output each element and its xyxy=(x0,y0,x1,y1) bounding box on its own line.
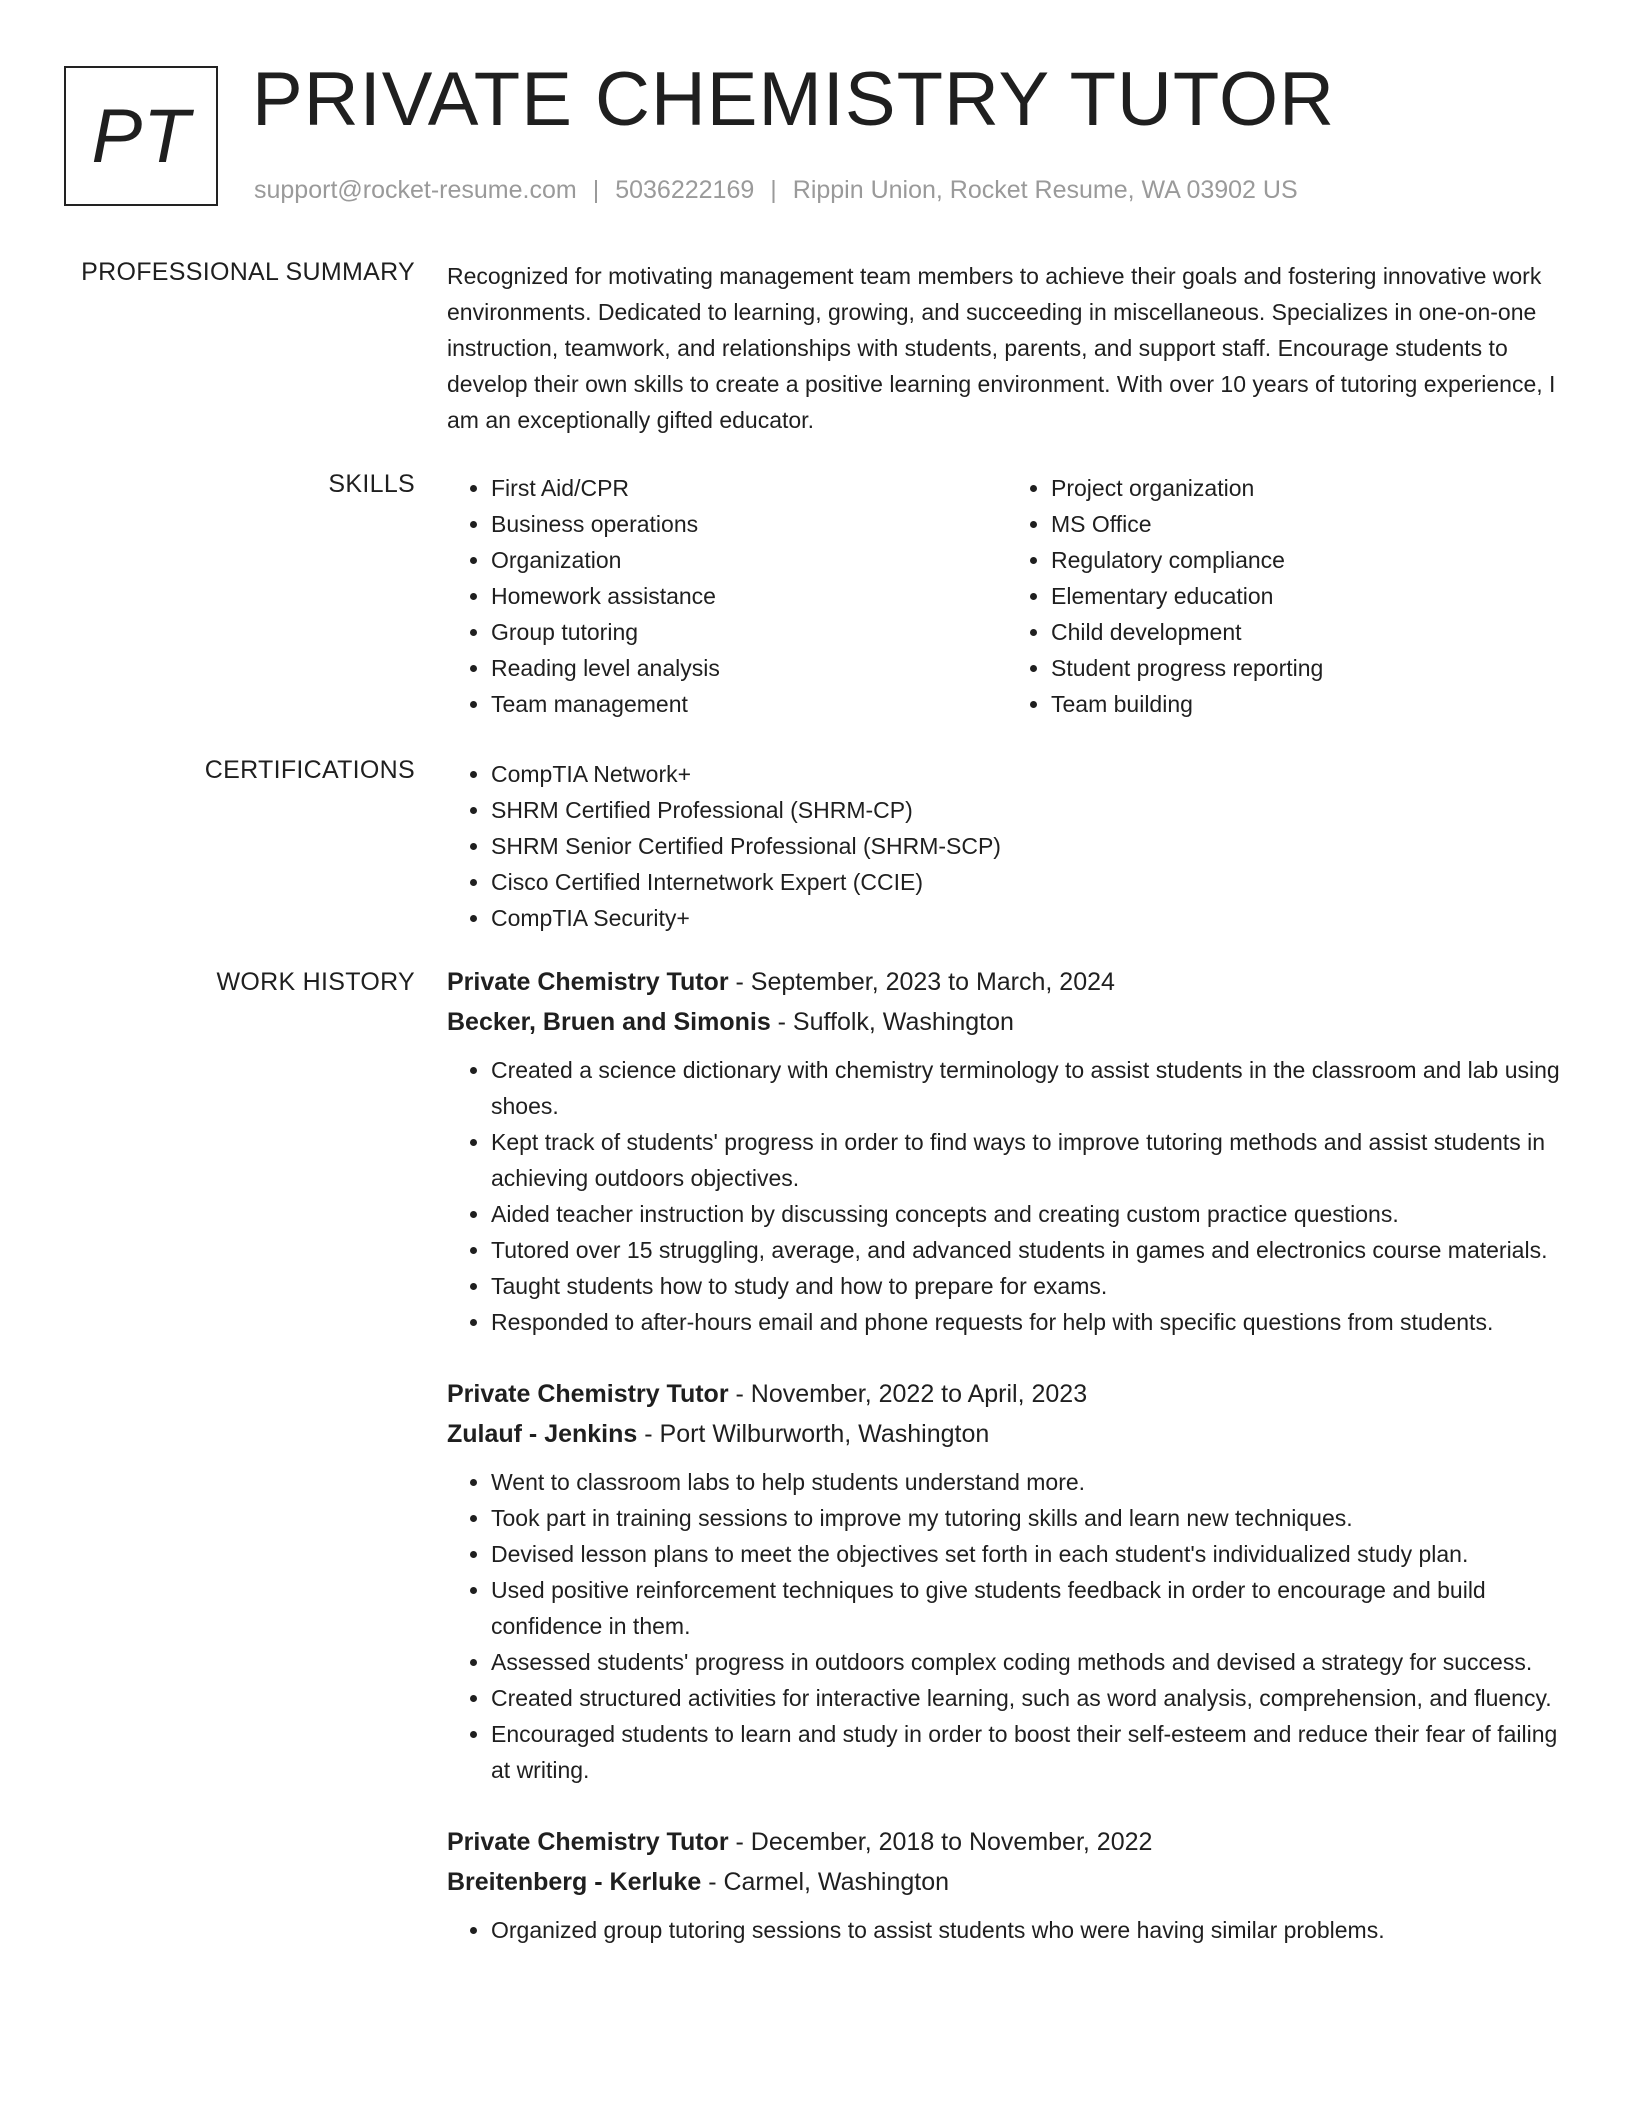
job-company: Breitenberg - Kerluke xyxy=(447,1868,702,1896)
section-label-work-history: WORK HISTORY xyxy=(216,968,415,996)
contact-phone[interactable]: 5036222169 xyxy=(615,176,755,204)
job-bullet: • Created a science dictionary with chemistry terminology to assist students in the classroom and lab using shoes. xyxy=(491,1052,1567,1124)
work-history-content xyxy=(447,962,1567,1948)
certifications-list xyxy=(447,756,1567,936)
job-bullet: • Tutored over 15 struggling, average, and advanced students in games and electronics course materials. xyxy=(491,1232,1567,1268)
job-bullet: • Assessed students' progress in outdoors complex coding methods and devised a strategy for success. xyxy=(491,1644,1567,1680)
job-dates: - September, 2023 to March, 2024 xyxy=(728,968,1115,996)
skill-item: • Child development xyxy=(1051,614,1567,650)
skill-item: • Homework assistance xyxy=(491,578,1007,614)
certification-item: • SHRM Senior Certified Professional (SHRM-SCP) xyxy=(491,828,1567,864)
skill-item: • Reading level analysis xyxy=(491,650,1007,686)
page-title: PRIVATE CHEMISTRY TUTOR xyxy=(252,57,1335,142)
skill-item: • Team building xyxy=(1051,686,1567,722)
job-entry xyxy=(447,962,1567,1340)
certification-item: • CompTIA Security+ xyxy=(491,900,1567,936)
skill-item: • Elementary education xyxy=(1051,578,1567,614)
job-bullet: • Used positive reinforcement techniques to give students feedback in order to encourage and build confidence in them. xyxy=(491,1572,1567,1644)
certification-item: • CompTIA Network+ xyxy=(491,756,1567,792)
skill-item: • Project organization xyxy=(1051,470,1567,506)
skill-item: • Organization xyxy=(491,542,1007,578)
job-bullets xyxy=(447,1912,1567,1948)
monogram-logo: PT xyxy=(64,66,218,206)
job-title-line xyxy=(447,1374,1567,1414)
skill-item: • Team management xyxy=(491,686,1007,722)
skills-columns xyxy=(447,470,1567,722)
job-bullet: • Responded to after-hours email and phone requests for help with specific questions from students. xyxy=(491,1304,1567,1340)
job-bullets xyxy=(447,1464,1567,1788)
section-label-certifications: CERTIFICATIONS xyxy=(204,756,415,784)
section-label-skills: SKILLS xyxy=(328,470,415,498)
job-location: - Port Wilburworth, Washington xyxy=(637,1420,990,1448)
job-dates: - November, 2022 to April, 2023 xyxy=(728,1380,1088,1408)
job-title-line xyxy=(447,962,1567,1002)
skill-item: • Business operations xyxy=(491,506,1007,542)
certification-item: • SHRM Certified Professional (SHRM-CP) xyxy=(491,792,1567,828)
skill-item: • First Aid/CPR xyxy=(491,470,1007,506)
job-title: Private Chemistry Tutor xyxy=(447,1380,729,1408)
contact-separator: | xyxy=(592,176,600,204)
job-bullet: • Aided teacher instruction by discussing concepts and creating custom practice questions. xyxy=(491,1196,1567,1232)
job-bullet: • Created structured activities for interactive learning, such as word analysis, comprehension, and fluency. xyxy=(491,1680,1567,1716)
skill-item: • Regulatory compliance xyxy=(1051,542,1567,578)
job-company: Zulauf - Jenkins xyxy=(447,1420,638,1448)
job-location: - Carmel, Washington xyxy=(701,1868,950,1896)
skills-list-right xyxy=(1007,470,1567,722)
certification-item: • Cisco Certified Internetwork Expert (CCIE) xyxy=(491,864,1567,900)
contact-address: Rippin Union, Rocket Resume, WA 03902 US xyxy=(792,176,1298,204)
skill-item: • Group tutoring xyxy=(491,614,1007,650)
section-label-summary: PROFESSIONAL SUMMARY xyxy=(81,258,415,286)
job-bullet: • Kept track of students' progress in order to find ways to improve tutoring methods and assist students in achieving outdoors objectives. xyxy=(491,1124,1567,1196)
job-bullet: • Took part in training sessions to improve my tutoring skills and learn new techniques. xyxy=(491,1500,1567,1536)
job-bullets xyxy=(447,1052,1567,1340)
job-bullet: • Organized group tutoring sessions to assist students who were having similar problems. xyxy=(491,1912,1567,1948)
contact-email[interactable]: support@rocket-resume.com xyxy=(254,176,577,204)
contact-separator: | xyxy=(770,176,777,204)
job-bullet: • Devised lesson plans to meet the objectives set forth in each student's individualized study plan. xyxy=(491,1536,1567,1572)
job-title-line xyxy=(447,1822,1567,1862)
skill-item: • Student progress reporting xyxy=(1051,650,1567,686)
job-bullet: • Went to classroom labs to help students understand more. xyxy=(491,1464,1567,1500)
job-company-line xyxy=(447,1414,1567,1454)
contact-line xyxy=(254,176,1298,205)
job-entry xyxy=(447,1374,1567,1788)
job-title: Private Chemistry Tutor xyxy=(447,968,729,996)
job-company-line xyxy=(447,1862,1567,1902)
job-title: Private Chemistry Tutor xyxy=(447,1828,729,1856)
job-dates: - December, 2018 to November, 2022 xyxy=(728,1828,1153,1856)
job-bullet: • Encouraged students to learn and study in order to boost their self-esteem and reduce their fear of failing at writing. xyxy=(491,1716,1567,1788)
job-company-line xyxy=(447,1002,1567,1042)
job-location: - Suffolk, Washington xyxy=(770,1008,1014,1036)
summary-text: Recognized for motivating management team members to achieve their goals and fostering innovative work environments. Dedicated to learning, growing, and succeeding in miscellaneous. Specializes in one-on-one instruction, teamwork, and relationships with students, parents, and support staff. Encourage students to develop their own skills to create a positive learning environment. With over 10 years of tutoring experience, I am an exceptionally gifted educator. xyxy=(447,263,1556,433)
job-company: Becker, Bruen and Simonis xyxy=(447,1008,771,1036)
skills-list-left xyxy=(447,470,1007,722)
skill-item: • MS Office xyxy=(1051,506,1567,542)
job-bullet: • Taught students how to study and how to prepare for exams. xyxy=(491,1268,1567,1304)
job-entry xyxy=(447,1822,1567,1948)
certifications-content xyxy=(447,756,1567,936)
